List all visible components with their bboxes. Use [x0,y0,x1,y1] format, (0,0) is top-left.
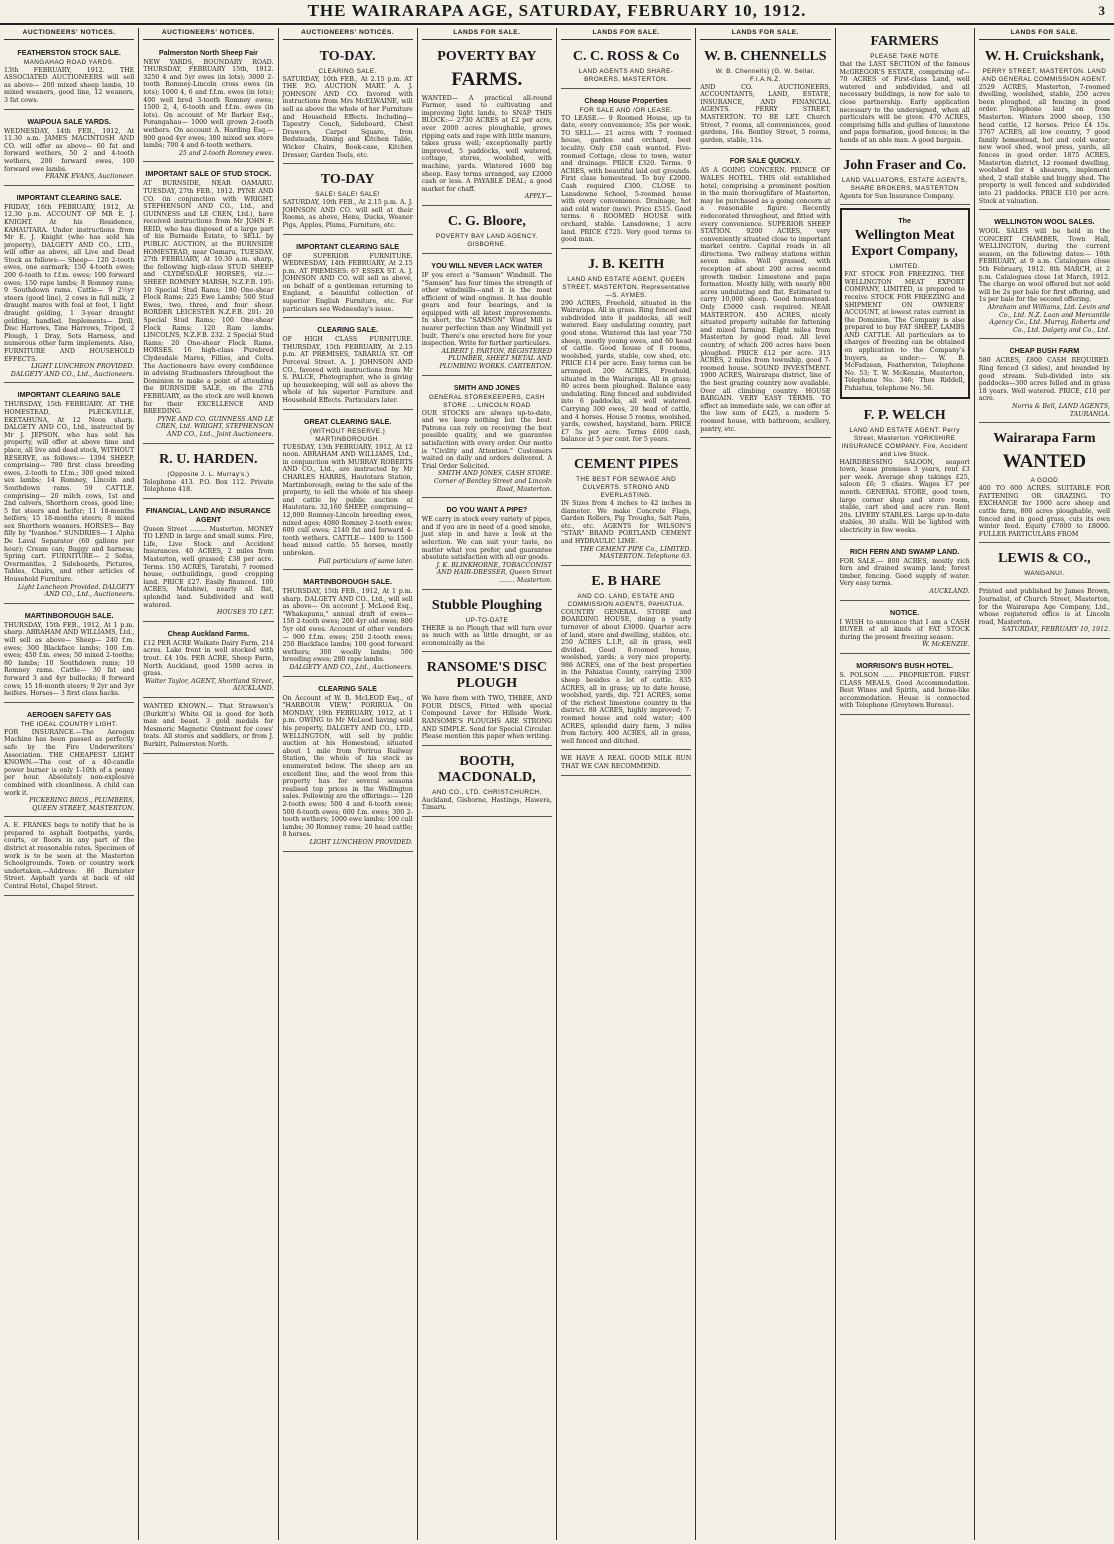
ad-body-text: SATURDAY, 10th FEB., At 2.15 p.m. AT THE P.O. AUCTION MART. A. J. JOHNSON AND CO. favored with instructions from Mrs McELWAINE, will sell as above the whole of her Furniture and Household Effects. Including— Tapestry Couch, Sideboard, Chest Drawers, Carpet Square, Iron Bedsteads, Dining and Kitchen Table, Wicker Chairs, Book-case, Kitchen Dresser, Garden Tools, etc. [282,75,413,159]
advertisement [283,572,413,677]
ad-title: TO-DAY. [319,48,376,64]
ad-heading: MARTINBOROUGH SALE. [303,577,392,587]
ad-body-text: AND CO. AUCTIONEERS, ACCOUNTANTS, LAND, ESTATE, INSURANCE, AND FINANCIAL AGENTS. PERRY STREET, MASTERTON. TO BE LET. Church Street, 7 rooms, all conveniences, good gardens, 16s. Bentley Street, 5 rooms, garden, stable, 11s. [700,83,831,144]
newspaper-columns [0,28,1114,1540]
ad-body-text: 290 ACRES, Freehold, situated in the Wairarapa. All in grass. Ring fenced and subdivided into 8 paddocks, all well watered. Easy undulating country, part good stone. Wintered this last year 750 sheep, mostly young ewes, and 60 head of cattle. Good house of 8 rooms, woolshed, yards, stable, cow shed, etc. PRICE £14 per acre. Easy terms can be arranged. 200 ACRES, Freehold, situated in the Wairarapa. All in grass; 80 acres been ploughed. Balance easy undulating. Ring fenced and subdivided into 6 paddocks, all well watered. Carrying 300 ewes, 20 head of cattle, and 4 horses. House 5 rooms, woolshed, yards, cowshed, haystand, barn. PRICE £7 5s per acre. Terms £600 cash, balance at 5 per cent. for 5 years. [561,299,692,444]
ad-subheading: W. B. Chennells) (G. W. Sellar, F.I.A.N.Z. [715,67,816,83]
ad-heading: IMPORTANT SALE OF STUD STOCK. [145,169,272,179]
ad-subheading: AND CO., LTD. CHRISTCHURCH, [432,788,542,796]
ad-title: E. B HARE [591,573,661,589]
ad-title: W. B. CHENNELLS [704,48,827,64]
ad-title: TO-DAY [320,172,375,188]
ad-body-text: TUESDAY, 13th FEBRUARY, 1912, At 12 noon. ABRAHAM AND WILLIAMS, Ltd., in conjunction with MURRAY ROBERTS AND CO., Ltd., are instructed by Mr CHARLES HARRIS, Hautotara Station, Martinborough, owing to the sale of the property, to sell the whole of his sheep and cattle by public auction at Hautotara. 32,160 SHEEP, comprising— 12,000 Romney-Lincoln breeding ewes, mixed ages; 4080 Romney 2-tooth ewes; 600 cull ewes; 2140 fat and forward 4-tooth wethers. CATTLE— 1400 to 1500 head mixed cattle. 55 horses, mostly unbroken. [282,443,413,557]
ad-title: BOOTH, MACDONALD, [438,753,536,785]
ad-subheading: A GOOD [1030,477,1059,485]
column-5 [557,28,696,1540]
advertisement [840,603,970,654]
ad-signature: Full particulars of same later. [318,557,413,565]
advertisement [143,501,273,622]
ad-heading: IMPORTANT CLEARING SALE [296,241,400,251]
masthead-title: THE WAIRARAPA AGE, SATURDAY, FEBRUARY 10, 1912. [307,1,807,20]
ad-subheading: SALE! SALE! SALE! [315,191,380,199]
ad-body-text: THURSDAY, 15th FEB., 1912, At 1 p.m. sharp. ABRAHAM AND WILLIAMS, Ltd., will sell as above— Sheep— 240 f.m. ewes; 300 Blackface lambs; 100 f.m. ewes; 450 f.m. ewes; 50 mixed 2-tooths; 80 lambs; 10 Southdown rams; 10 Romney rams. Cattle— 30 fat and forward 3 and 4yr bullocks; 8 forward cows; 15 18-month steers; 9 2yr and 3yr heifers. Horses— 3 first class hacks. [4,621,135,698]
advertisement [422,592,552,653]
advertisement [143,43,273,163]
ad-signature: Light Luncheon Provided. DALGETY AND CO., Ltd., Auctioneers. [17,583,135,599]
advertisement [143,624,273,698]
advertisement [840,208,970,399]
ad-title: W. H. Cruickshank, [984,48,1104,64]
ad-body-text: WANTED— A practical all-round Farmer, used to cultivating and improving light lands, to SNAP THIS BLOCK:— 2730 ACRES at £2 per acre, over 2000 acres ploughable, grows ripping oats and rape with little manure, takes grass well; exceptionally partly improved, 5 paddocks, well watered, cottage, stores, woolshed, with machine, yards. Wintered 1600 big sheep. Easy terms arranged, say £2000 cash or less. A PAYABLE DEAL; a good market for chaff. [421,94,553,193]
ad-signature: PICKERING BROS., PLUMBERS, QUEEN STREET, MASTERTON. [29,797,135,812]
ad-body-text: 13th FEBRUARY, 1912. THE ASSOCIATED AUCTIONEERS will sell as above— 200 mixed sheep lambs, 10 mixed weaners, good line, 12 weaners, 3 fat cows. [4,66,135,104]
column-2 [139,28,278,1540]
advertisement [283,679,413,852]
ad-heading: SMITH AND JONES [453,382,520,392]
ad-subheading: THE BEST FOR SEWAGE AND CULVERTS. STRONG AND EVERLASTING. [576,475,677,499]
ad-heading: RICH FERN AND SWAMP LAND. [849,546,960,556]
ad-heading: Cheap Auckland Farms. [167,628,250,638]
ad-heading: Cheap House Properties [584,95,668,105]
ad-body-text: AT BURNSIDE, NEAR OAMARU. TUESDAY, 27th FEB., 1912. PYNE AND CO. (in conjunction with WRIGHT, STEPHENSON AND CO., Ltd., and GUINNESS and LE CREN, Ltd.), have received instructions from Mr JOHN F. REID, who has disposed of a large part of his Burnside Estate, to SELL by PUBLIC AUCTION, at the BURNSIDE HOMESTEAD, near Oamaru, TUESDAY, 27th FEBRUARY, At 10.30 a.m. sharp, the following high-class STUD SHEEP and CLYDESDALE HORSES, viz.:— SHEEP. ROMNEY MARSH, N.Z.F.B. 195: 10 Special Stud Rams; 180 One-shear Flock Rams; 225 Ewe Lambs; 500 Stud Ewes, two, three, and four shear. BORDER LEICESTER N.Z.F.B. 201: 20 Special Stud Rams; 100 One-shear Flock Rams; 120 Ram lambs. LINCOLNS, N.Z.F.B. 232. 2 Special Stud Rams; 20 One-shear Flock Rams. HORSES. 16 high-class Purebred Clydesdale Mares, Fillies, and Colts. The Auctioneers have every confidence in advising Studmasters throughout the Dominion to make a point of attending the BURNSIDE SALE, on the 27th FEBRUARY, as the stock are well known for their EXCELLENCE AND BREEDING. [143,180,274,416]
ad-body-text: 580 ACRES, £800 CASH REQUIRED. Ring fenced (3 sides), and bounded by good stream. Sub-divided into six paddocks—300 acres felled and in grass 18 years. Well watered. PRICE, £10 per acre. [978,357,1110,403]
ad-body-text: that the LAST SECTION of the famous McGREGOR'S ESTATE, comprising of— 70 ACRES of First-class Land, well watered and subdivided, and all necessary buildings, is now for sale to close partnership. Early application necessary to the undersigned, when all particulars will be given. 470 ACRES, comprising hills and gullies of limestone and papa formation, good fences; in the hands of an able man. A good bargain. [839,61,970,144]
ad-body-text: WEDNESDAY, 14th FEB., 1912, At 11.30 a.m. JAMES MACINTOSH AND CO. will offer as above— 60 fat and forward wethers, 50 2 and 4-tooth wethers, 200 forward ewes, 100 forward ewe lambs. [4,127,135,173]
advertisement [561,43,691,89]
column-3 [279,28,418,1540]
ad-body-text: IF you erect a "Samson" Windmill. The "Samson" has four times the strength of other windmills—and it is the most efficient of wind engines. It has double gears and four bearings, and is equipped with all latest improvements. In short, the "SAMSON" Wind Mill is nearer perfection than any Windmill yet built. There's one erected here for your inspection. Write for further particulars. [421,271,552,348]
ad-heading: CLEARING SALE. [317,325,378,335]
ad-heading: AEROGEN SAFETY GAS [27,709,112,719]
ad-signature: AUCKLAND. [929,587,970,595]
ad-body-text: 400 TO 600 ACRES. SUITABLE FOR FATTENING OR GRAZING. TO EXCHANGE for 1900 acre sheep and cattle farm, 800 acres ploughable, well fenced and in good grass, cuts its own winter feed. Equity £7000 to £8000. FULLER PARTICULARS FROM [978,485,1110,538]
ad-heading: MARTINBOROUGH SALE. [24,610,114,620]
advertisement [561,251,691,449]
column-7 [836,28,975,1540]
page-number: 3 [1098,3,1106,18]
advertisement [4,385,134,603]
advertisement [422,43,552,206]
column-heading: LANDS FOR SALE. [979,28,1110,40]
ad-body-text: £12 PER ACRE Waikato Dairy Farm, 214 acres. Lake front in well stocked with trout. £4 10s. PER ACRE, Sheep Farm, North Auckland, good 1500 acres in grass. [143,639,274,678]
advertisement [700,43,830,150]
ad-heading: WELLINGTON WOOL SALES. [994,217,1095,227]
ad-body-text: AS A GOING CONCERN. PRINCE OF WALES HOTEL. THIS old established hotel, comprising a prominent position in the main thoroughfare of Masterton, may be purchased as a going concern at a reasonable figure. Recently redecorated throughout, and fitted with every convenience. SUPERIOR SHEEP STATION. 9200 ACRES, very conveniently situated close to important market centre. Capital roads in all directions. Two railway stations within seven miles. Well grassed, with reception of about 200 acres second growth timber. Limestone and papa formation. Mostly hilly, with nearly 800 acres undulating and flat. Estimated to carry 10,000 sheep. Good homestead. Only £5000 cash required. NEAR MASTERTON. 450 ACRES, nicely situated property suitable for fattening and mixed farming. Eight miles from Masterton by good road. All level country, of which 200 acres have been ploughed. PRICE £12 per acre. 315 ACRES, 2 miles from township, good 7-roomed house. SOUND INVESTMENT. 1900 ACRES, Wairarapa district, line of the best grazing country now available. Over all climbing country. HOUSE BARGAIN. VERY EASY TERMS. TO effect an immediate sale, we can offer at the low sum of £425, a modern 5-roomed house, with bathroom, scullery, pantry, etc. [700,167,831,433]
ad-signature: SATURDAY, FEBRUARY 10, 1912. [1001,626,1110,634]
ad-signature: HOUSES TO LET. [216,609,274,617]
ad-title: C. C. ROSS & Co [572,48,680,64]
ad-subheading: MANGAHAO ROAD YARDS. [23,58,115,66]
ad-body-text: OF SUPERIOR FURNITURE. WEDNESDAY, 14th FEBRUARY, At 2.15 p.m. AT PREMISES: 67 ESSEX ST. A. J. JOHNSON AND CO. will sell as above, on behalf of a gentleman returning to England, a beautiful collection of superior English Furniture, etc. For particulars see Wednesday's issue. [282,252,413,313]
ad-heading: FEATHERSTON STOCK SALE. [17,47,121,57]
column-heading: AUCTIONEERS' NOTICES. [143,28,273,40]
ad-body-text: WE HAVE A REAL GOOD MILK RUN THAT WE CAN RECOMMEND. [561,755,692,770]
advertisement [422,378,552,499]
ad-body-text: We have them with TWO, THREE, AND FOUR DISCS, Fitted with special Compound Lever for Hillside Work. RANSOME'S PLOUGHS ARE STRONG AND SIMPLE. Send for Special Circular. Please mention this paper when writing. [421,695,552,741]
advertisement [283,412,413,571]
ad-subheading: LAND AND ESTATE AGENT. Perry Street, Masterton. YORKSHIRE INSURANCE COMPANY. Fire, Accident and Live Stock. [841,426,968,458]
ad-body-text: NEW YARDS, BOUNDARY ROAD. THURSDAY, FEBRUARY 15th, 1912. 3250 4 and 5yr ewes (in lots); 3000 2-tooth Romney-Lincoln cross ewes (in lots); 1000 4, 6 and f.f.m. ewes (in lots); 400 well bred 3-tooth Romney ewes; 1500 2, 4, 6-tooth and f.f.m. ewes (in lots). On account of Mr Barker Esq., Porangahau— 1000 well grown 2-tooth wethers. On account A. Harding Esq.— 800 good 4yr ewes; 300 mixed sex store lambs; 700 4 and 6-tooth wethers. [143,58,274,150]
column-heading: LANDS FOR SALE. [561,28,691,40]
ad-subheading: FOR SALE AND /OR LEASE. [579,106,673,114]
advertisement [979,545,1110,583]
ad-title: Wellington Meat Export Company, [851,228,958,260]
ad-subheading: UP-TO-DATE [465,616,509,624]
ad-body-text: FAT STOCK FOR FREEZING. THE WELLINGTON MEAT EXPORT COMPANY, LIMITED, is prepared to receive STOCK FOR FREEZING and SHIPMENT ON OWNERS' ACCOUNT, at lowest rates current in the Dominion. The Company is also prepared to buy FAT SHEEP, LAMBS AND CATTLE. All particulars as to charges of freezing can be obtained on application to the Company's buyers, as under:— W. B. McFadzean, Featherston, Telephone No. 53; T. W. McKenzie, Masterton, Telephone No. 346; Thos Riddell, Pahiatua, telephone No. 56. [844,271,965,393]
ad-signature: DALGETY AND CO., Ltd., Auctioneers. [289,664,413,672]
ad-title: POVERTY BAY [437,48,537,64]
advertisement [422,748,552,817]
column-6 [696,28,835,1540]
ad-body-text: THURSDAY, 15th FEBRUARY. AT THE HOMESTEAD, PLECK-VILLE, EKETAHUNA, At 12 Noon sharp. DALGETY AND CO., Ltd., instructed by Mr J. JEPSON, who has sold his property, will offer at above time and place, all live and dead stock, WITHOUT RESERVE, as follows:— 1394 SHEEP, comprising— 780 first class breeding ewes, 2-tooth to f.f.m.; 300 good mixed sex lambs; 14 Romney, Lincoln and Southdown rams. 59 CATTLE, comprising— 20 milch cows, 1st and 2nd calvers, Shorthorn cross, good line; 5 fat steers and heifer; 11 18-months heifers; 15 18-months steers; 8 mixed sex Shorthorn weaners. HORSES— Bay filly by "Ivanhoe." SUNDRIES— 1 Alpha De Laval Separator (60 gallons per hour); Cream can; Buggy and harness; Spring cart. FURNITURE— 2 Sofas, Overmantles, 2 Sideboards, Pictures, Tables, Chairs, and other articles of Household Furniture. [4,401,135,584]
ad-body-text: Telephone 413. P.O. Box 112. Private Telephone 418. [143,478,274,494]
ad-body-text: WE carry in stock every variety of pipes, and if you are in need of a good smoke, just step in and have a look at the selection. We can suit your taste, no matter what you prefer, and guarantee absolute satisfaction with all our goods. [421,516,552,562]
advertisement [283,43,413,165]
ad-heading: CHEAP BUSH FARM [1009,346,1080,356]
ad-signature: J. K. BLINKHORNE, TOBACCONIST AND HAIR-DRESSER, Queen Street ........ Masterton. [436,561,552,584]
advertisement [561,91,691,249]
column-heading: LANDS FOR SALE. [700,28,830,40]
advertisement [561,752,691,775]
ad-signature: APPLY— [524,193,552,201]
ad-title: J. B. KEITH [588,256,665,272]
advertisement [283,320,413,409]
ad-body-text: OUR STOCKS are always up-to-date, and we keep nothing but the best. Patrons can rely on receiving the best possible quality, and we guarantee satisfaction with every order. Our motto is "Civility and Attention." Customers waited on daily and orders delivered. A Trial Order Solicited. [421,409,552,470]
ad-heading: YOU WILL NEVER LACK WATER [431,260,543,270]
ad-signature: FRANK EVANS, Auctioneer. [45,173,135,181]
advertisement [840,402,970,540]
ad-subheading: PLEASE TAKE NOTE [870,53,939,60]
ad-heading: FOR SALE QUICKLY. [729,156,801,166]
ad-body-text: Auckland, Gisborne, Hastings, Hawera, Timaru. [421,796,552,812]
ad-body-text: IN Sizes from 4 inches to 42 inches in diameter. We make Concrete Flags, Garden Rollers, Pig Troughs, Salt Pans, etc., etc. AGENTS for WILSON'S "STAR" BRAND PORTLAND CEMENT and HYDRAULIC LIME. [561,499,692,545]
ad-signature: SMITH AND JONES, CASH STORE. Corner of Bentley Street and Lincoln Road, Masterton. [433,470,552,493]
ad-signature: Abraham and Williams, Ltd. Levin and Co., Ltd. N.Z. Loan and Mercantile Agency Co., Ltd. Murray, Roberts and Co., Ltd. Dalgety and Co., Ltd. [987,304,1110,334]
ad-subheading: (Opposite J. L. Murray's.) [167,470,250,478]
column-heading: AUCTIONEERS' NOTICES. [283,28,413,40]
ad-body-text: WOOL SALES will be held in the CONCERT CHAMBER, Town Hall, WELLINGTON, during the current season, on the following dates:— 16th FEBRUARY, at 9 a.m. Catalogues close 5th February, 1912. 8th MARCH, at 2 p.m. Catalogues close 1st March, 1912. The charge on wool offered but not sold will be 2s per bale for first offering, and 1s per bale for the second offering. [978,228,1110,304]
advertisement [4,819,134,895]
ad-title: Stubble Ploughing [431,597,542,613]
advertisement [143,700,273,754]
ad-body-text: TO LEASE.— 9 Roomed House, up to date, every convenience; 35s per week. TO SELL.— 21 acres with 7 roomed house, garden and orchard, best locality. Only £50 cash wanted. Five-roomed Cottage, close to town, water and drainage. PRICE £320. Terms. 9 ACRES, with beautiful laid out grounds. First class homestead. To buy £2000. Cash required £300. CLOSE to Lansdowne School, 5-roomed house with every convenience. Drainage, hot and cold water (new). Price £515. Good terms. 6 ROOMED HOUSE with orchard, stable. Lansdowne, 1 acre land. PRICE £725. Very good terms to good man. [561,114,692,244]
ad-subheading: AND CO. LAND, ESTATE AND COMMISSION AGENTS, PAHIATUA. [567,592,685,608]
advertisement [143,164,273,443]
ad-title: John Fraser and Co. [843,157,966,173]
ad-body-text: 2529 ACRES, Masterton, 7-roomed dwelling, woolshed, stable, 250 acres been ploughed, all fencing in good order. Telephone laid on from Masterton. Winters 2000 sheep, 150 head cattle, 12 horses. Price £4 15s. 3767 ACRES, all low country, 7 good family homestead, hot and cold water; new wool shed, wool press, yards, all fences in good order. 1875 ACRES, Masterton district, 12 roomed dwelling, woolshed for 4 shearers, implement shed, 2 stall stable and buggy shed. The property is well fenced and subdivided into 21 paddocks. PRICE £10 per acre. Stock at valuation. [978,83,1110,205]
ad-heading: IMPORTANT CLEARING SALE [17,390,121,400]
ad-subheading: LIMITED. [889,263,920,271]
ad-body-text: HAIRDRESSING SALOON, seaport town, lease premises 3 years, rent £3 per week. Average shop takings £25, saloon £6; 5 chairs. Wages £7 per month. GENERAL STORE, good town, large corner shop and store room, stable, cart shed and acre run. Rent 20s. LIVERY STABLES. Large up-to-date stables, 30 stalls. Will be lighted with electricity in few weeks. [839,458,970,534]
advertisement [561,451,691,566]
ad-subheading: POVERTY BAY LAND AGENCY. GISBORNE. [435,232,538,248]
ad-signature: PYNE AND CO. GUINNESS AND LE CREN, Ltd. WRIGHT, STEPHENSON AND CO., Ltd., Joint Auctioneers. [156,415,274,438]
ad-body-text: FOR SALE.— 800 ACRES, mostly rich fern and drained swamp land; forest timber, fencing. Good supply of water. Very easy terms. [839,557,970,588]
ad-heading: FINANCIAL, LAND AND INSURANCE AGENT [146,505,271,524]
ad-subheading: LAND AND ESTATE AGENT, QUEEN STREET, MASTERTON. Representative—S. AYMES. [562,275,690,299]
advertisement [4,705,134,818]
advertisement [979,425,1110,543]
ad-subheading: CLEARING SALE. [318,67,377,75]
ad-heading: NOTICE. [890,607,920,617]
advertisement [979,341,1110,423]
masthead [0,0,1114,22]
ad-heading: WAIPOUA SALE YARDS. [27,116,111,126]
ad-subheading: PERRY STREET, MASTERTON. LAND AND GENERAL COMMISSION AGENT. [981,67,1108,83]
ad-signature: LIGHT LUNCHEON PROVIDED. DALGETY AND CO., Ltd., Auctioneers. [10,363,135,378]
ad-heading: GREAT CLEARING SALE. [303,416,392,426]
ad-body-text: THERE is no Plough that will turn over as much with as little draught, or as economically as the [421,624,552,647]
ad-heading: The [898,216,912,226]
ad-signature: 25 and 2-tooth Romney ewes. [178,149,274,157]
advertisement [561,568,691,751]
ad-body-text: On Account of W. R. McLEOD Esq., of "HARBOUR VIEW," PORIRUA. On MONDAY, 19th FEBRUARY, 1912, at 1 p.m. OWING to Mr McLeod having sold his property, DALGETY AND CO., LTD., WELLINGTON, will sell by public auction at his Homestead, situated about 1 mile from Porirua Railway Station, the whole of his stock as enumerated below. The sheep are an excellent line, and the wool from this property has for several seasons realised top prices in the Wellington sales. Following are the offerings:— 120 2-tooth ewes; 500 4 and 6-tooth ewes; 500 6-tooth ewes; 600 f.m. ewes; 300 2-tooth wethers; 1000 ewe lambs; 100 cull lambs; 30 Romney rams; 20 head cattle; 8 horses. [282,694,413,839]
ad-subheading: WANGANUI. [1024,570,1065,578]
ad-subheading: LAND AGENTS AND SHARE-BROKERS, MASTERTON. [578,67,674,83]
column-1 [0,28,139,1540]
column-8 [975,28,1114,1540]
ad-title: C. G. Bloore, [447,213,526,229]
advertisement [283,237,413,319]
ad-title: R. U. HARDEN. [159,451,258,467]
ad-subheading: LAND VALUATORS, ESTATE AGENTS, SHARE BROKERS, MASTERTON [841,176,968,192]
advertisement [422,654,552,746]
advertisement [4,112,134,186]
ad-title: Wairarapa Farm [993,431,1096,447]
ad-signature: Norris & Bell, LAND AGENTS, TAURANGA. [1012,402,1110,418]
masthead-rule [0,23,1114,25]
advertisement [4,43,134,110]
ad-heading: Palmerston North Sheep Fair [158,47,258,57]
ad-display-title: WANTED [1002,451,1087,473]
ad-body-text: A. E. FRANKS begs to notify that he is prepared to asphalt footpaths, yards, courts, or floors in any part of the district at reasonable rates. Specimen of work is to be seen at the Masterton Schoolgrounds. Town or country work undertaken.—Address: 86 Burnister Street. Asphalt yards at back of old Central Hotel, Chapel Street. [4,822,135,891]
advertisement [283,166,413,234]
ad-title: F. P. WELCH [863,407,946,423]
ad-signature: W. McKENZIE. [922,641,970,649]
ad-body-text: WANTED KNOWN.— That Strawson's (Burkitt's) White Oil is good for both man and beast. 3 gold medals for Mesmeric Magnetic Ointment for cows' teats. All stores and saddlers, or from J. Burkitt, Palmerston North. [143,702,274,748]
column-heading: LANDS FOR SALE. [422,28,552,40]
ad-body-text: OF HIGH CLASS FURNITURE. THURSDAY, 15th FEBRUARY, At 2.15 p.m. AT PREMISES, TARARUA ST. Off Perceval Street. A. J. JOHNSON AND CO., favored with instructions from Mr S. PALCE, Photographer, who is giving up housekeeping, will sell as above the whole of his superior Furniture and Household Effects. Particulars later. [282,336,413,404]
column-heading: AUCTIONEERS' NOTICES. [4,28,134,40]
ad-subheading: THE IDEAL COUNTRY LIGHT. [20,720,118,728]
ad-title: LEWIS & CO., [998,551,1091,567]
ad-body-text: Agents for Sun Insurance Company. [839,192,955,200]
advertisement [979,43,1110,211]
advertisement [840,542,970,601]
ad-signature: LIGHT LUNCHEON PROVIDED. [309,838,413,846]
advertisement [840,152,970,206]
ad-body-text: I WISH to announce that I am a CASH BUYER of all kinds of FAT STOCK during the present freezing season. [839,618,970,641]
advertisement [4,188,134,384]
advertisement [840,656,970,715]
ad-title: RANSOME'S DISC PLOUGH [426,660,547,692]
ad-title: CEMENT PIPES [573,456,679,472]
advertisement [700,151,830,438]
ad-body-text: THURSDAY, 15th FEB., 1912, At 1 p.m. sharp. DALGETY AND CO., Ltd., will sell as above— On account J. McLeod Esq., "Whakapunu," annual draft of ewes— 150 2-tooth ewes; 200 4yr old ewes; 800 5yr old ewes. Account of other vendors— 900 f.f.m. ewes; 250 2-tooth ewes; 250 Blackface lambs; 100 good forward wethers; 300 woolly lambs; 500 breeding ewes; 280 rape lambs. [282,588,413,664]
ad-heading: CLEARING SALE [318,683,377,693]
ad-subheading: (WITHOUT RESERVE.) MARTINBOROUGH. [310,427,386,443]
column-4 [418,28,557,1540]
advertisement [979,585,1110,639]
advertisement [422,500,552,589]
ad-body-text: Queen Street ........ Masterton. MONEY TO LEND in large and small sums. Fire, Life, Live Stock and Accident Insurances. 40 ACRES, 2 miles from Masterton, well grassed; £38 per acre. Terms. 150 ACRES, Taratahi, 7 roomed house, outbuildings, good cropping land. PRICE £27. Easily financed. 100 ACRES, Matahiwi, nearly all flat, splendid land. Subdivided and well watered. [143,525,274,609]
ad-heading: DO YOU WANT A PIPE? [446,505,528,515]
ad-display-title: FARMS. [451,68,523,90]
advertisement [422,208,552,254]
advertisement [422,256,552,376]
ad-title: FARMERS [870,34,939,49]
ad-signature: THE CEMENT PIPE Co., LIMITED. MASTERTON. Telephone 63. [579,545,692,561]
ad-body-text: S. POLSON ...... PROPRIETOR. FIRST CLASS MEALS, Good Accommodation. Best Wines and Spirits, and home-like accommodation. House is connected with Telephone (Greytown Bureau). [839,671,970,710]
ad-heading: MORRISON'S BUSH HOTEL. [856,660,953,670]
ad-heading: IMPORTANT CLEARING SALE. [16,192,122,202]
ad-signature: ALBERT J. PARTON, REGISTERED PLUMBER, SHEET METAL AND PLUMBING WORKS. CARTERTON. [439,347,552,371]
ad-body-text: FOR INSURANCE.—The Aerogen Machine has been passed as perfectly safe by the Fire Underwriters' Association. THE CHEAPEST LIGHT KNOWN.—The cost of a 40-candle power burner is only 1-10th of a penny per hour. Absolutely non-explosive combined with cleanliness. A child can work it. [4,728,135,797]
ad-body-text: Printed and published by James Brown, Journalist, of Church Street, Masterton, for the Wairarapa Age Company, Ltd., whose registered office is at Lincoln road, Masterton. [978,588,1110,626]
ad-signature: Walter Taylor, AGENT, Shortland Street, AUCKLAND. [145,677,274,693]
advertisement [143,446,273,499]
advertisement [4,606,134,703]
advertisement [840,28,970,150]
ad-body-text: SATURDAY, 10th FEB., At 2.15 p.m. A. J. JOHNSON AND CO. will sell at their Rooms, as above, Hens, Ducks, Weaner Pigs, Apples, Plums, Furniture, etc. [282,199,413,229]
ad-body-text: FRIDAY, 16th FEBRUARY, 1912, At 12.30 p.m. ACCOUNT OF MR E. J. KNIGHT. At his Residence, KAHAUTARA. Under instructions from Mr E. J. Knight (who has sold his property), DALGETY AND CO., LTD., will offer as above, all Live and Dead Stock as follows:— Sheep— 120 2-tooth ewes, one earmark; 150 4-tooth ewes; 200 6-tooth to f.f.m. ewes; 100 forward ewes; 150 rape lambs; 8 Romney rams; 9 Southdown rams. Cattle— 9 2½yr steers (good line), 2 cows in full milk, 2 draught mares with foal at foot, 1 light draught gelding, 1 3-year draught gelding, handled. Implements— Drill, Disc Harrows, Tine Harrows, Tripod, 2 Plough, 1 Dray, Sets Harness, and numerous other farm implements. Also, FURNITURE AND HOUSEHOLD EFFECTS. [4,203,135,363]
ad-subheading: GENERAL STOREKEEPERS, CASH STORE ... LINCOLN ROAD [428,393,545,409]
ad-body-text: COUNTRY GENERAL STORE and BOARDING HOUSE, doing a yearly turnover of about £3000. Quarter acre of land, store and dwelling, stables, etc. 250 ACRES L.I.P., all in grass, well divided. Good 8-roomed house, woolshed, yards; a very nice property. 986 ACRES, one of the best properties in the Pahiatua County, carrying 2300 sheep besides a lot of cattle. 835 ACRES, all in grass; up to date house, woolshed, yards, dip. 721 ACRES, some of the richest limestone country in the district. 88 ACRES, highly improved; 7-roomed house and cold water; 400 ACRES, splendid dairy farm, 3 miles from factory. 400 ACRES, all in grass, well fenced and ditched. [561,608,692,745]
advertisement [979,212,1110,339]
